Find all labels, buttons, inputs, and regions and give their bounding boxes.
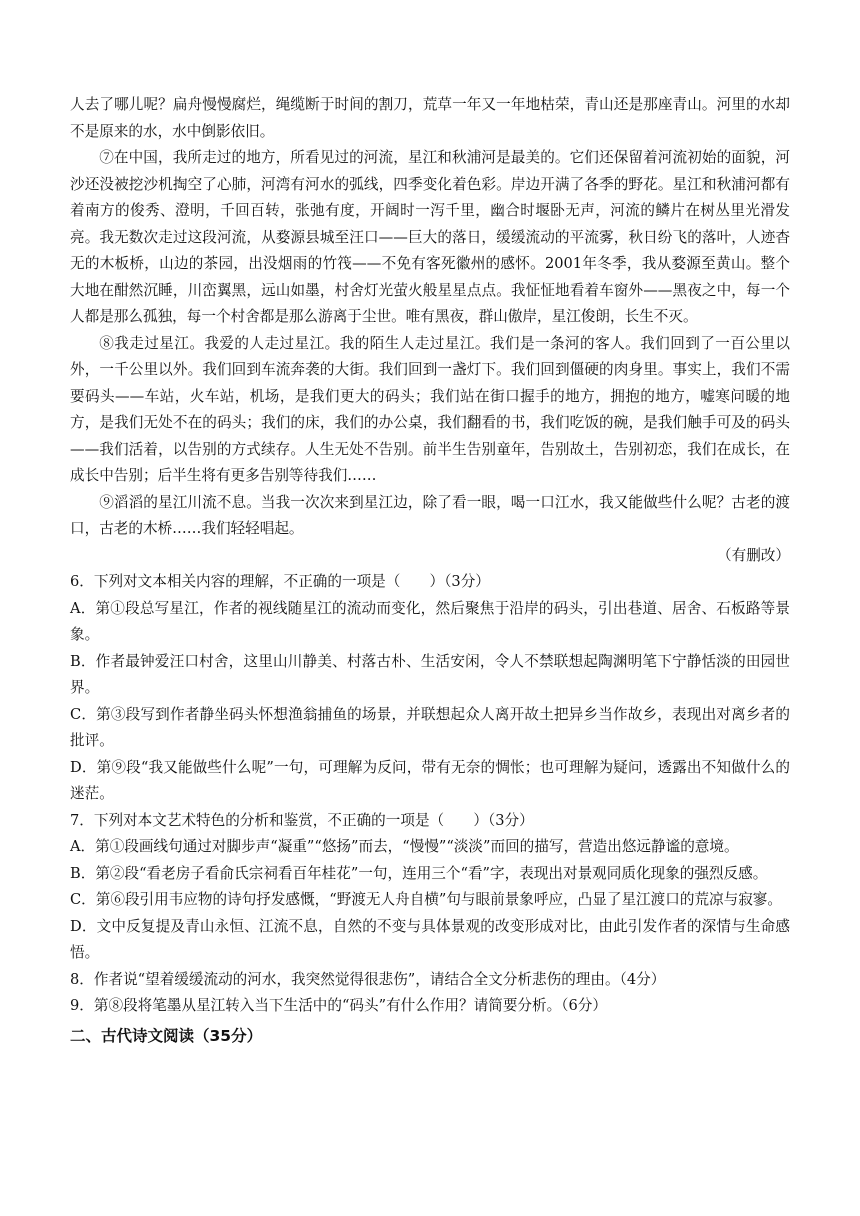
question-7-stem: 7．下列对本文艺术特色的分析和鉴赏，不正确的一项是（ ）（3分） — [70, 811, 534, 829]
question-7-option-c: C．第⑥段引用韦应物的诗句抒发感慨，“野渡无人舟自横”句与眼前景象呼应，凸显了星江渡口的荒凉与寂寥。 — [70, 891, 782, 908]
article-paragraph-6-end: 人去了哪儿呢？扁舟慢慢腐烂，绳缆断于时间的割刀，荒草一年又一年地枯荣，青山还是那座青山。河里的水却不是原来的水，水中倒影依旧。 — [70, 96, 790, 140]
article-paragraph-7: ⑦在中国，我所走过的地方，所看见过的河流，星江和秋浦河是最美的。它们还保留着河流初始的面貌，河沙还没被挖沙机掏空了心肺，河湾有河水的弧线，四季变化着色彩。岸边开满了各季的野花。星江和秋浦河都有着南方的俊秀、澄明，千回百转，张弛有度，开阔时一泻千里，幽合时堰卧无声，河流的鳞片在树丛里光滑发亮。我无数次走过这段河流，从婺源县城至汪口——巨大的落日，缓缓流动的平流雾，秋日纷飞的落叶，人迹杳无的木板桥，山边的茶园，出没烟雨的竹筏——不免有客死徽州的感怀。2001年冬季，我从婺源至黄山。整个大地在酣然沉睡，川峦翼黑，远山如墨，村舍灯光萤火般星星点点。我怔怔地看着车窗外——黑夜之中，每一个人都是那么孤独，每一个村舍都是那么游离于尘世。唯有黑夜，群山傲岸，星江俊朗，长生不灭。 — [70, 149, 790, 325]
source-note: （有删改） — [717, 546, 790, 564]
question-7-option-d: D．文中反复提及青山永恒、江流不息，自然的不变与具体景观的改变形成对比，由此引发作者的深情与生命感悟。 — [70, 917, 790, 961]
article-paragraph-8: ⑧我走过星江。我爱的人走过星江。我的陌生人走过星江。我们是一条河的客人。我们回到了一百公里以外，一千公里以外。我们回到车流奔袭的大街。我们回到一盏灯下。我们回到僵硬的肉身里。事实上，我们不需要码头——车站，火车站，机场，是我们更大的码头；我们站在街口握手的地方，拥抱的地方，嘘寒问暖的地方，是我们无处不在的码头；我们的床，我们的办公桌，我们翻看的书，我们吃饭的碗，是我们触手可及的码头——我们活着，以告别的方式续存。人生无处不告别。前半生告别童年，告别故土，告别初恋，我们在成长，在成长中告别；后半生将有更多告别等待我们…… — [70, 334, 790, 484]
question-6-option-b: B．作者最钟爱汪口村舍，这里山川静美、村落古朴、生活安闲，令人不禁联想起陶渊明笔下宁静恬淡的田园世界。 — [70, 652, 790, 696]
question-8: 8．作者说“望着缓缓流动的河水，我突然觉得很悲伤”，请结合全文分析悲伤的理由。（4分） — [70, 970, 666, 988]
question-6-option-c: C．第③段写到作者静坐码头怀想渔翁捕鱼的场景，并联想起众人离开故土把异乡当作故乡，表现出对离乡者的批评。 — [70, 705, 790, 749]
question-6-option-a: A．第①段总写星江，作者的视线随星江的流动而变化，然后聚焦于沿岸的码头，引出巷道、居舍、石板路等景象。 — [70, 599, 790, 643]
question-7-option-b: B．第②段“看老房子看俞氏宗祠看百年桂花”一句，连用三个“看”字，表现出对景观同质化现象的强烈反感。 — [70, 864, 768, 882]
question-9: 9．第⑧段将笔墨从星江转入当下生活中的“码头”有什么作用？请简要分析。（6分） — [70, 997, 607, 1014]
question-6-option-d: D．第⑨段“我又能做些什么呢”一句，可理解为反问，带有无奈的惆怅；也可理解为疑问，透露出不知做什么的迷茫。 — [70, 758, 790, 802]
section-heading: 二、古代诗文阅读（35分） — [70, 1026, 263, 1045]
article-paragraph-9: ⑨滔滔的星江川流不息。当我一次次来到星江边，除了看一眼，喝一口江水，我又能做些什么呢？古老的渡口，古老的木桥……我们轻轻唱起。 — [70, 493, 790, 537]
question-7-option-a: A．第①段画线句通过对脚步声“凝重”“悠扬”而去，“慢慢”“淡淡”而回的描写，营造出悠远静谧的意境。 — [70, 838, 739, 855]
document-page — [70, 92, 790, 1049]
question-6-stem: 6．下列对文本相关内容的理解，不正确的一项是（ ）（3分） — [70, 573, 490, 590]
